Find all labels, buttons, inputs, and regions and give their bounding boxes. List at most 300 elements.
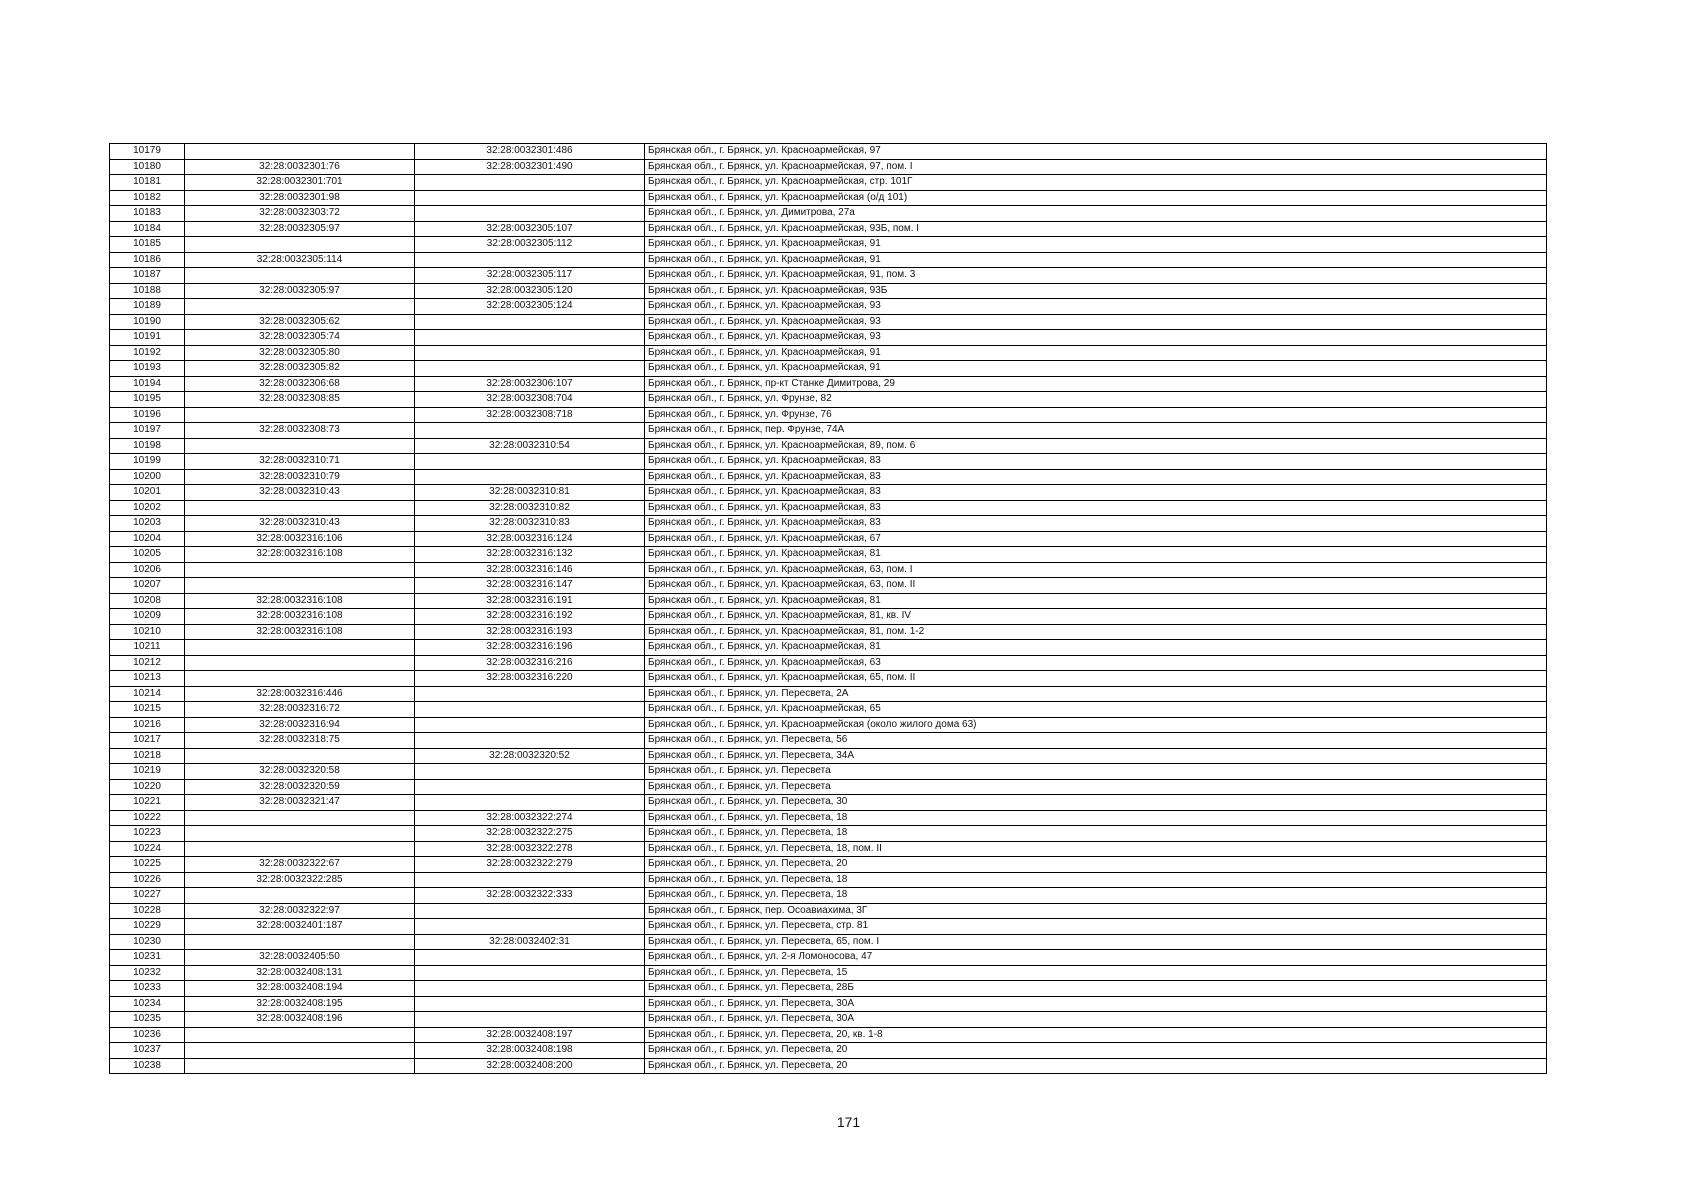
table-row bbox=[110, 593, 1547, 609]
cell-address: Брянская обл., г. Брянск, ул. Красноармейская, 65 bbox=[645, 702, 1547, 718]
cell-record-number: 10194 bbox=[110, 376, 185, 392]
cell-record-number: 10206 bbox=[110, 562, 185, 578]
page-number: 171 bbox=[836, 1114, 861, 1130]
table-row bbox=[110, 268, 1547, 284]
cell-land-cadastral-number: 32:28:0032316:94 bbox=[185, 717, 415, 733]
cell-address: Брянская обл., г. Брянск, ул. Красноармейская, 91 bbox=[645, 361, 1547, 377]
table-row bbox=[110, 190, 1547, 206]
cell-object-cadastral-number: 32:28:0032402:31 bbox=[415, 934, 645, 950]
cell-address: Брянская обл., г. Брянск, ул. Фрунзе, 76 bbox=[645, 407, 1547, 423]
cell-address: Брянская обл., г. Брянск, ул. Пересвета, 18 bbox=[645, 826, 1547, 842]
table-row bbox=[110, 671, 1547, 687]
cell-record-number: 10210 bbox=[110, 624, 185, 640]
cell-address: Брянская обл., г. Брянск, ул. Красноармейская, 91, пом. 3 bbox=[645, 268, 1547, 284]
cell-address: Брянская обл., г. Брянск, ул. Красноармейская, 67 bbox=[645, 531, 1547, 547]
registry-table bbox=[109, 143, 1547, 1074]
cell-land-cadastral-number bbox=[185, 934, 415, 950]
cell-object-cadastral-number: 32:28:0032310:81 bbox=[415, 485, 645, 501]
cell-address: Брянская обл., г. Брянск, ул. Красноармейская, 93Б bbox=[645, 283, 1547, 299]
cell-object-cadastral-number bbox=[415, 423, 645, 439]
cell-object-cadastral-number bbox=[415, 872, 645, 888]
cell-land-cadastral-number: 32:28:0032320:58 bbox=[185, 764, 415, 780]
table-row bbox=[110, 795, 1547, 811]
cell-object-cadastral-number: 32:28:0032316:192 bbox=[415, 609, 645, 625]
cell-address: Брянская обл., г. Брянск, ул. Пересвета, 20 bbox=[645, 1058, 1547, 1074]
cell-address: Брянская обл., г. Брянск, ул. Красноармейская, 81 bbox=[645, 593, 1547, 609]
table-row bbox=[110, 345, 1547, 361]
cell-address: Брянская обл., г. Брянск, ул. Красноармейская, стр. 101Г bbox=[645, 175, 1547, 191]
cell-land-cadastral-number: 32:28:0032308:73 bbox=[185, 423, 415, 439]
cell-land-cadastral-number: 32:28:0032305:114 bbox=[185, 252, 415, 268]
cell-record-number: 10237 bbox=[110, 1043, 185, 1059]
cell-record-number: 10231 bbox=[110, 950, 185, 966]
cell-record-number: 10233 bbox=[110, 981, 185, 997]
cell-record-number: 10190 bbox=[110, 314, 185, 330]
cell-object-cadastral-number: 32:28:0032305:120 bbox=[415, 283, 645, 299]
cell-address: Брянская обл., г. Брянск, ул. Красноармейская (о/д 101) bbox=[645, 190, 1547, 206]
cell-address: Брянская обл., г. Брянск, ул. Красноармейская, 83 bbox=[645, 485, 1547, 501]
cell-land-cadastral-number: 32:28:0032316:108 bbox=[185, 624, 415, 640]
cell-record-number: 10204 bbox=[110, 531, 185, 547]
table-row bbox=[110, 469, 1547, 485]
table-row bbox=[110, 655, 1547, 671]
cell-record-number: 10236 bbox=[110, 1027, 185, 1043]
table-row bbox=[110, 283, 1547, 299]
cell-record-number: 10192 bbox=[110, 345, 185, 361]
cell-land-cadastral-number bbox=[185, 144, 415, 160]
cell-object-cadastral-number: 32:28:0032322:279 bbox=[415, 857, 645, 873]
cell-land-cadastral-number bbox=[185, 748, 415, 764]
cell-land-cadastral-number: 32:28:0032316:108 bbox=[185, 593, 415, 609]
cell-record-number: 10221 bbox=[110, 795, 185, 811]
cell-object-cadastral-number: 32:28:0032310:82 bbox=[415, 500, 645, 516]
cell-record-number: 10203 bbox=[110, 516, 185, 532]
cell-land-cadastral-number bbox=[185, 268, 415, 284]
table-row bbox=[110, 159, 1547, 175]
table-row bbox=[110, 872, 1547, 888]
cell-object-cadastral-number bbox=[415, 795, 645, 811]
cell-address: Брянская обл., г. Брянск, ул. Красноармейская, 83 bbox=[645, 454, 1547, 470]
cell-address: Брянская обл., г. Брянск, ул. Пересвета, стр. 81 bbox=[645, 919, 1547, 935]
cell-land-cadastral-number bbox=[185, 299, 415, 315]
table-row bbox=[110, 748, 1547, 764]
cell-object-cadastral-number: 32:28:0032322:333 bbox=[415, 888, 645, 904]
cell-object-cadastral-number: 32:28:0032408:198 bbox=[415, 1043, 645, 1059]
cell-object-cadastral-number bbox=[415, 330, 645, 346]
table-row bbox=[110, 919, 1547, 935]
cell-land-cadastral-number: 32:28:0032303:72 bbox=[185, 206, 415, 222]
cell-record-number: 10222 bbox=[110, 810, 185, 826]
table-row bbox=[110, 981, 1547, 997]
cell-land-cadastral-number bbox=[185, 407, 415, 423]
cell-record-number: 10199 bbox=[110, 454, 185, 470]
cell-address: Брянская обл., г. Брянск, ул. Пересвета, 34А bbox=[645, 748, 1547, 764]
table-row bbox=[110, 609, 1547, 625]
cell-record-number: 10228 bbox=[110, 903, 185, 919]
table-row bbox=[110, 717, 1547, 733]
cell-land-cadastral-number: 32:28:0032306:68 bbox=[185, 376, 415, 392]
cell-object-cadastral-number: 32:28:0032305:107 bbox=[415, 221, 645, 237]
cell-address: Брянская обл., г. Брянск, ул. Димитрова, 27а bbox=[645, 206, 1547, 222]
cell-land-cadastral-number bbox=[185, 826, 415, 842]
cell-object-cadastral-number bbox=[415, 733, 645, 749]
cell-object-cadastral-number bbox=[415, 919, 645, 935]
table-row bbox=[110, 888, 1547, 904]
cell-address: Брянская обл., г. Брянск, ул. Красноармейская, 83 bbox=[645, 500, 1547, 516]
table-row bbox=[110, 392, 1547, 408]
cell-address: Брянская обл., г. Брянск, ул. Пересвета, 15 bbox=[645, 965, 1547, 981]
cell-object-cadastral-number bbox=[415, 454, 645, 470]
cell-land-cadastral-number: 32:28:0032301:98 bbox=[185, 190, 415, 206]
cell-land-cadastral-number: 32:28:0032310:43 bbox=[185, 516, 415, 532]
table-row bbox=[110, 361, 1547, 377]
cell-address: Брянская обл., г. Брянск, ул. Красноармейская, 63, пом. I bbox=[645, 562, 1547, 578]
cell-record-number: 10197 bbox=[110, 423, 185, 439]
cell-land-cadastral-number bbox=[185, 1058, 415, 1074]
table-row bbox=[110, 376, 1547, 392]
cell-land-cadastral-number: 32:28:0032401:187 bbox=[185, 919, 415, 935]
table-row bbox=[110, 144, 1547, 160]
table-row bbox=[110, 500, 1547, 516]
cell-address: Брянская обл., г. Брянск, ул. Красноармейская (около жилого дома 63) bbox=[645, 717, 1547, 733]
cell-land-cadastral-number bbox=[185, 500, 415, 516]
cell-land-cadastral-number: 32:28:0032301:76 bbox=[185, 159, 415, 175]
table-row bbox=[110, 485, 1547, 501]
cell-record-number: 10188 bbox=[110, 283, 185, 299]
cell-object-cadastral-number: 32:28:0032301:490 bbox=[415, 159, 645, 175]
cell-object-cadastral-number: 32:28:0032316:220 bbox=[415, 671, 645, 687]
table-row bbox=[110, 826, 1547, 842]
table-row bbox=[110, 438, 1547, 454]
cell-address: Брянская обл., г. Брянск, ул. Пересвета, 18 bbox=[645, 810, 1547, 826]
cell-land-cadastral-number: 32:28:0032305:80 bbox=[185, 345, 415, 361]
cell-record-number: 10225 bbox=[110, 857, 185, 873]
table-row bbox=[110, 779, 1547, 795]
table-row bbox=[110, 965, 1547, 981]
cell-land-cadastral-number bbox=[185, 1027, 415, 1043]
cell-object-cadastral-number bbox=[415, 345, 645, 361]
table-row bbox=[110, 1027, 1547, 1043]
cell-object-cadastral-number: 32:28:0032316:196 bbox=[415, 640, 645, 656]
cell-object-cadastral-number bbox=[415, 996, 645, 1012]
cell-land-cadastral-number: 32:28:0032310:79 bbox=[185, 469, 415, 485]
cell-object-cadastral-number bbox=[415, 469, 645, 485]
cell-land-cadastral-number: 32:28:0032316:72 bbox=[185, 702, 415, 718]
cell-object-cadastral-number: 32:28:0032306:107 bbox=[415, 376, 645, 392]
cell-record-number: 10193 bbox=[110, 361, 185, 377]
cell-object-cadastral-number: 32:28:0032305:124 bbox=[415, 299, 645, 315]
cell-record-number: 10202 bbox=[110, 500, 185, 516]
cell-land-cadastral-number bbox=[185, 655, 415, 671]
cell-land-cadastral-number: 32:28:0032305:62 bbox=[185, 314, 415, 330]
cell-land-cadastral-number: 32:28:0032308:85 bbox=[185, 392, 415, 408]
cell-object-cadastral-number: 32:28:0032320:52 bbox=[415, 748, 645, 764]
table-row bbox=[110, 733, 1547, 749]
cell-land-cadastral-number: 32:28:0032322:285 bbox=[185, 872, 415, 888]
cell-land-cadastral-number: 32:28:0032305:82 bbox=[185, 361, 415, 377]
cell-object-cadastral-number bbox=[415, 190, 645, 206]
cell-address: Брянская обл., г. Брянск, ул. Пересвета, 20, кв. 1-8 bbox=[645, 1027, 1547, 1043]
cell-object-cadastral-number bbox=[415, 206, 645, 222]
cell-address: Брянская обл., г. Брянск, ул. Пересвета bbox=[645, 779, 1547, 795]
cell-object-cadastral-number: 32:28:0032316:216 bbox=[415, 655, 645, 671]
cell-address: Брянская обл., г. Брянск, ул. Красноармейская, 81, пом. 1-2 bbox=[645, 624, 1547, 640]
cell-address: Брянская обл., г. Брянск, ул. Красноармейская, 83 bbox=[645, 516, 1547, 532]
cell-object-cadastral-number bbox=[415, 252, 645, 268]
cell-address: Брянская обл., г. Брянск, ул. Пересвета, 18 bbox=[645, 872, 1547, 888]
cell-address: Брянская обл., г. Брянск, ул. Красноармейская, 91 bbox=[645, 252, 1547, 268]
cell-address: Брянская обл., г. Брянск, ул. Красноармейская, 83 bbox=[645, 469, 1547, 485]
cell-record-number: 10180 bbox=[110, 159, 185, 175]
cell-land-cadastral-number: 32:28:0032316:446 bbox=[185, 686, 415, 702]
cell-land-cadastral-number bbox=[185, 810, 415, 826]
cell-address: Брянская обл., г. Брянск, пер. Фрунзе, 74А bbox=[645, 423, 1547, 439]
cell-address: Брянская обл., г. Брянск, ул. Пересвета, 65, пом. I bbox=[645, 934, 1547, 950]
registry-table-body bbox=[110, 144, 1547, 1074]
cell-land-cadastral-number bbox=[185, 562, 415, 578]
cell-record-number: 10186 bbox=[110, 252, 185, 268]
table-row bbox=[110, 206, 1547, 222]
cell-object-cadastral-number: 32:28:0032322:275 bbox=[415, 826, 645, 842]
cell-record-number: 10238 bbox=[110, 1058, 185, 1074]
cell-object-cadastral-number bbox=[415, 950, 645, 966]
cell-record-number: 10184 bbox=[110, 221, 185, 237]
cell-land-cadastral-number: 32:28:0032408:196 bbox=[185, 1012, 415, 1028]
cell-address: Брянская обл., г. Брянск, ул. Красноармейская, 97 bbox=[645, 144, 1547, 160]
cell-record-number: 10183 bbox=[110, 206, 185, 222]
cell-record-number: 10181 bbox=[110, 175, 185, 191]
cell-record-number: 10212 bbox=[110, 655, 185, 671]
cell-land-cadastral-number: 32:28:0032322:67 bbox=[185, 857, 415, 873]
table-row bbox=[110, 903, 1547, 919]
cell-address: Брянская обл., г. Брянск, ул. Пересвета, 56 bbox=[645, 733, 1547, 749]
cell-object-cadastral-number bbox=[415, 175, 645, 191]
table-row bbox=[110, 578, 1547, 594]
cell-address: Брянская обл., г. Брянск, ул. Красноармейская, 93 bbox=[645, 314, 1547, 330]
cell-address: Брянская обл., г. Брянск, ул. Красноармейская, 89, пом. 6 bbox=[645, 438, 1547, 454]
cell-record-number: 10226 bbox=[110, 872, 185, 888]
cell-land-cadastral-number: 32:28:0032305:74 bbox=[185, 330, 415, 346]
cell-record-number: 10189 bbox=[110, 299, 185, 315]
cell-object-cadastral-number bbox=[415, 779, 645, 795]
table-row bbox=[110, 841, 1547, 857]
table-row bbox=[110, 252, 1547, 268]
cell-record-number: 10218 bbox=[110, 748, 185, 764]
cell-object-cadastral-number bbox=[415, 981, 645, 997]
cell-record-number: 10220 bbox=[110, 779, 185, 795]
cell-address: Брянская обл., г. Брянск, ул. Красноармейская, 93Б, пом. I bbox=[645, 221, 1547, 237]
cell-record-number: 10229 bbox=[110, 919, 185, 935]
cell-record-number: 10179 bbox=[110, 144, 185, 160]
cell-object-cadastral-number: 32:28:0032305:117 bbox=[415, 268, 645, 284]
cell-land-cadastral-number bbox=[185, 578, 415, 594]
table-row bbox=[110, 934, 1547, 950]
table-row bbox=[110, 516, 1547, 532]
cell-address: Брянская обл., г. Брянск, ул. Красноармейская, 81 bbox=[645, 640, 1547, 656]
table-row bbox=[110, 640, 1547, 656]
cell-land-cadastral-number: 32:28:0032310:43 bbox=[185, 485, 415, 501]
table-row bbox=[110, 299, 1547, 315]
cell-land-cadastral-number: 32:28:0032408:131 bbox=[185, 965, 415, 981]
table-row bbox=[110, 702, 1547, 718]
cell-object-cadastral-number: 32:28:0032322:274 bbox=[415, 810, 645, 826]
cell-object-cadastral-number: 32:28:0032308:718 bbox=[415, 407, 645, 423]
table-row bbox=[110, 531, 1547, 547]
cell-land-cadastral-number: 32:28:0032316:108 bbox=[185, 609, 415, 625]
table-row bbox=[110, 407, 1547, 423]
cell-record-number: 10205 bbox=[110, 547, 185, 563]
cell-land-cadastral-number: 32:28:0032310:71 bbox=[185, 454, 415, 470]
cell-land-cadastral-number: 32:28:0032322:97 bbox=[185, 903, 415, 919]
cell-record-number: 10209 bbox=[110, 609, 185, 625]
cell-record-number: 10196 bbox=[110, 407, 185, 423]
cell-record-number: 10200 bbox=[110, 469, 185, 485]
cell-land-cadastral-number: 32:28:0032316:106 bbox=[185, 531, 415, 547]
table-row bbox=[110, 624, 1547, 640]
cell-record-number: 10207 bbox=[110, 578, 185, 594]
table-row bbox=[110, 686, 1547, 702]
cell-address: Брянская обл., г. Брянск, ул. 2-я Ломоносова, 47 bbox=[645, 950, 1547, 966]
cell-record-number: 10232 bbox=[110, 965, 185, 981]
cell-address: Брянская обл., г. Брянск, пер. Осоавиахима, 3Г bbox=[645, 903, 1547, 919]
cell-land-cadastral-number: 32:28:0032318:75 bbox=[185, 733, 415, 749]
cell-object-cadastral-number: 32:28:0032316:147 bbox=[415, 578, 645, 594]
cell-record-number: 10208 bbox=[110, 593, 185, 609]
cell-address: Брянская обл., г. Брянск, ул. Пересвета, 20 bbox=[645, 1043, 1547, 1059]
cell-record-number: 10211 bbox=[110, 640, 185, 656]
cell-record-number: 10195 bbox=[110, 392, 185, 408]
table-row bbox=[110, 764, 1547, 780]
table-row bbox=[110, 237, 1547, 253]
cell-address: Брянская обл., г. Брянск, ул. Пересвета bbox=[645, 764, 1547, 780]
cell-address: Брянская обл., г. Брянск, ул. Фрунзе, 82 bbox=[645, 392, 1547, 408]
cell-record-number: 10201 bbox=[110, 485, 185, 501]
table-row bbox=[110, 950, 1547, 966]
cell-object-cadastral-number: 32:28:0032316:193 bbox=[415, 624, 645, 640]
cell-land-cadastral-number bbox=[185, 888, 415, 904]
cell-land-cadastral-number: 32:28:0032305:97 bbox=[185, 221, 415, 237]
cell-land-cadastral-number: 32:28:0032305:97 bbox=[185, 283, 415, 299]
cell-address: Брянская обл., г. Брянск, ул. Красноармейская, 63 bbox=[645, 655, 1547, 671]
cell-object-cadastral-number bbox=[415, 1012, 645, 1028]
cell-land-cadastral-number: 32:28:0032408:194 bbox=[185, 981, 415, 997]
cell-object-cadastral-number: 32:28:0032316:146 bbox=[415, 562, 645, 578]
cell-address: Брянская обл., г. Брянск, ул. Красноармейская, 81, кв. IV bbox=[645, 609, 1547, 625]
cell-record-number: 10215 bbox=[110, 702, 185, 718]
cell-record-number: 10234 bbox=[110, 996, 185, 1012]
cell-record-number: 10214 bbox=[110, 686, 185, 702]
cell-object-cadastral-number: 32:28:0032316:124 bbox=[415, 531, 645, 547]
cell-object-cadastral-number: 32:28:0032408:197 bbox=[415, 1027, 645, 1043]
cell-object-cadastral-number: 32:28:0032308:704 bbox=[415, 392, 645, 408]
cell-object-cadastral-number bbox=[415, 903, 645, 919]
cell-object-cadastral-number: 32:28:0032305:112 bbox=[415, 237, 645, 253]
cell-address: Брянская обл., г. Брянск, ул. Красноармейская, 81 bbox=[645, 547, 1547, 563]
table-row bbox=[110, 547, 1547, 563]
cell-land-cadastral-number: 32:28:0032408:195 bbox=[185, 996, 415, 1012]
cell-object-cadastral-number: 32:28:0032322:278 bbox=[415, 841, 645, 857]
cell-record-number: 10182 bbox=[110, 190, 185, 206]
cell-object-cadastral-number: 32:28:0032310:83 bbox=[415, 516, 645, 532]
cell-address: Брянская обл., г. Брянск, пр-кт Станке Димитрова, 29 bbox=[645, 376, 1547, 392]
table-row bbox=[110, 1012, 1547, 1028]
cell-address: Брянская обл., г. Брянск, ул. Пересвета, 20 bbox=[645, 857, 1547, 873]
table-row bbox=[110, 996, 1547, 1012]
cell-record-number: 10223 bbox=[110, 826, 185, 842]
cell-address: Брянская обл., г. Брянск, ул. Красноармейская, 65, пом. II bbox=[645, 671, 1547, 687]
cell-address: Брянская обл., г. Брянск, ул. Пересвета, 30А bbox=[645, 996, 1547, 1012]
cell-object-cadastral-number: 32:28:0032310:54 bbox=[415, 438, 645, 454]
cell-land-cadastral-number bbox=[185, 438, 415, 454]
cell-record-number: 10185 bbox=[110, 237, 185, 253]
cell-address: Брянская обл., г. Брянск, ул. Красноармейская, 63, пом. II bbox=[645, 578, 1547, 594]
table-row bbox=[110, 330, 1547, 346]
cell-record-number: 10230 bbox=[110, 934, 185, 950]
cell-object-cadastral-number bbox=[415, 686, 645, 702]
cell-address: Брянская обл., г. Брянск, ул. Красноармейская, 91 bbox=[645, 345, 1547, 361]
cell-address: Брянская обл., г. Брянск, ул. Красноармейская, 93 bbox=[645, 299, 1547, 315]
table-row bbox=[110, 175, 1547, 191]
cell-address: Брянская обл., г. Брянск, ул. Пересвета, 2А bbox=[645, 686, 1547, 702]
cell-land-cadastral-number: 32:28:0032405:50 bbox=[185, 950, 415, 966]
table-row bbox=[110, 810, 1547, 826]
cell-object-cadastral-number: 32:28:0032301:486 bbox=[415, 144, 645, 160]
cell-record-number: 10227 bbox=[110, 888, 185, 904]
cell-object-cadastral-number bbox=[415, 764, 645, 780]
cell-record-number: 10216 bbox=[110, 717, 185, 733]
table-row bbox=[110, 1043, 1547, 1059]
cell-record-number: 10213 bbox=[110, 671, 185, 687]
cell-object-cadastral-number: 32:28:0032316:191 bbox=[415, 593, 645, 609]
cell-land-cadastral-number bbox=[185, 640, 415, 656]
cell-object-cadastral-number bbox=[415, 702, 645, 718]
cell-address: Брянская обл., г. Брянск, ул. Пересвета, 18 bbox=[645, 888, 1547, 904]
cell-address: Брянская обл., г. Брянск, ул. Пересвета, 28Б bbox=[645, 981, 1547, 997]
cell-land-cadastral-number: 32:28:0032321:47 bbox=[185, 795, 415, 811]
cell-record-number: 10187 bbox=[110, 268, 185, 284]
cell-record-number: 10219 bbox=[110, 764, 185, 780]
table-row bbox=[110, 857, 1547, 873]
table-row bbox=[110, 221, 1547, 237]
table-row bbox=[110, 1058, 1547, 1074]
cell-object-cadastral-number: 32:28:0032408:200 bbox=[415, 1058, 645, 1074]
cell-address: Брянская обл., г. Брянск, ул. Пересвета, 30 bbox=[645, 795, 1547, 811]
cell-object-cadastral-number bbox=[415, 965, 645, 981]
cell-record-number: 10217 bbox=[110, 733, 185, 749]
table-row bbox=[110, 314, 1547, 330]
cell-address: Брянская обл., г. Брянск, ул. Красноармейская, 93 bbox=[645, 330, 1547, 346]
cell-address: Брянская обл., г. Брянск, ул. Красноармейская, 97, пом. I bbox=[645, 159, 1547, 175]
cell-address: Брянская обл., г. Брянск, ул. Пересвета, 18, пом. II bbox=[645, 841, 1547, 857]
cell-land-cadastral-number: 32:28:0032320:59 bbox=[185, 779, 415, 795]
cell-object-cadastral-number bbox=[415, 361, 645, 377]
table-row bbox=[110, 423, 1547, 439]
cell-land-cadastral-number bbox=[185, 841, 415, 857]
cell-land-cadastral-number bbox=[185, 237, 415, 253]
cell-object-cadastral-number: 32:28:0032316:132 bbox=[415, 547, 645, 563]
cell-record-number: 10198 bbox=[110, 438, 185, 454]
cell-land-cadastral-number: 32:28:0032316:108 bbox=[185, 547, 415, 563]
cell-land-cadastral-number bbox=[185, 1043, 415, 1059]
cell-record-number: 10224 bbox=[110, 841, 185, 857]
cell-land-cadastral-number: 32:28:0032301:701 bbox=[185, 175, 415, 191]
cell-address: Брянская обл., г. Брянск, ул. Красноармейская, 91 bbox=[645, 237, 1547, 253]
cell-record-number: 10191 bbox=[110, 330, 185, 346]
cell-land-cadastral-number bbox=[185, 671, 415, 687]
cell-object-cadastral-number bbox=[415, 314, 645, 330]
table-row bbox=[110, 454, 1547, 470]
cell-address: Брянская обл., г. Брянск, ул. Пересвета, 30А bbox=[645, 1012, 1547, 1028]
